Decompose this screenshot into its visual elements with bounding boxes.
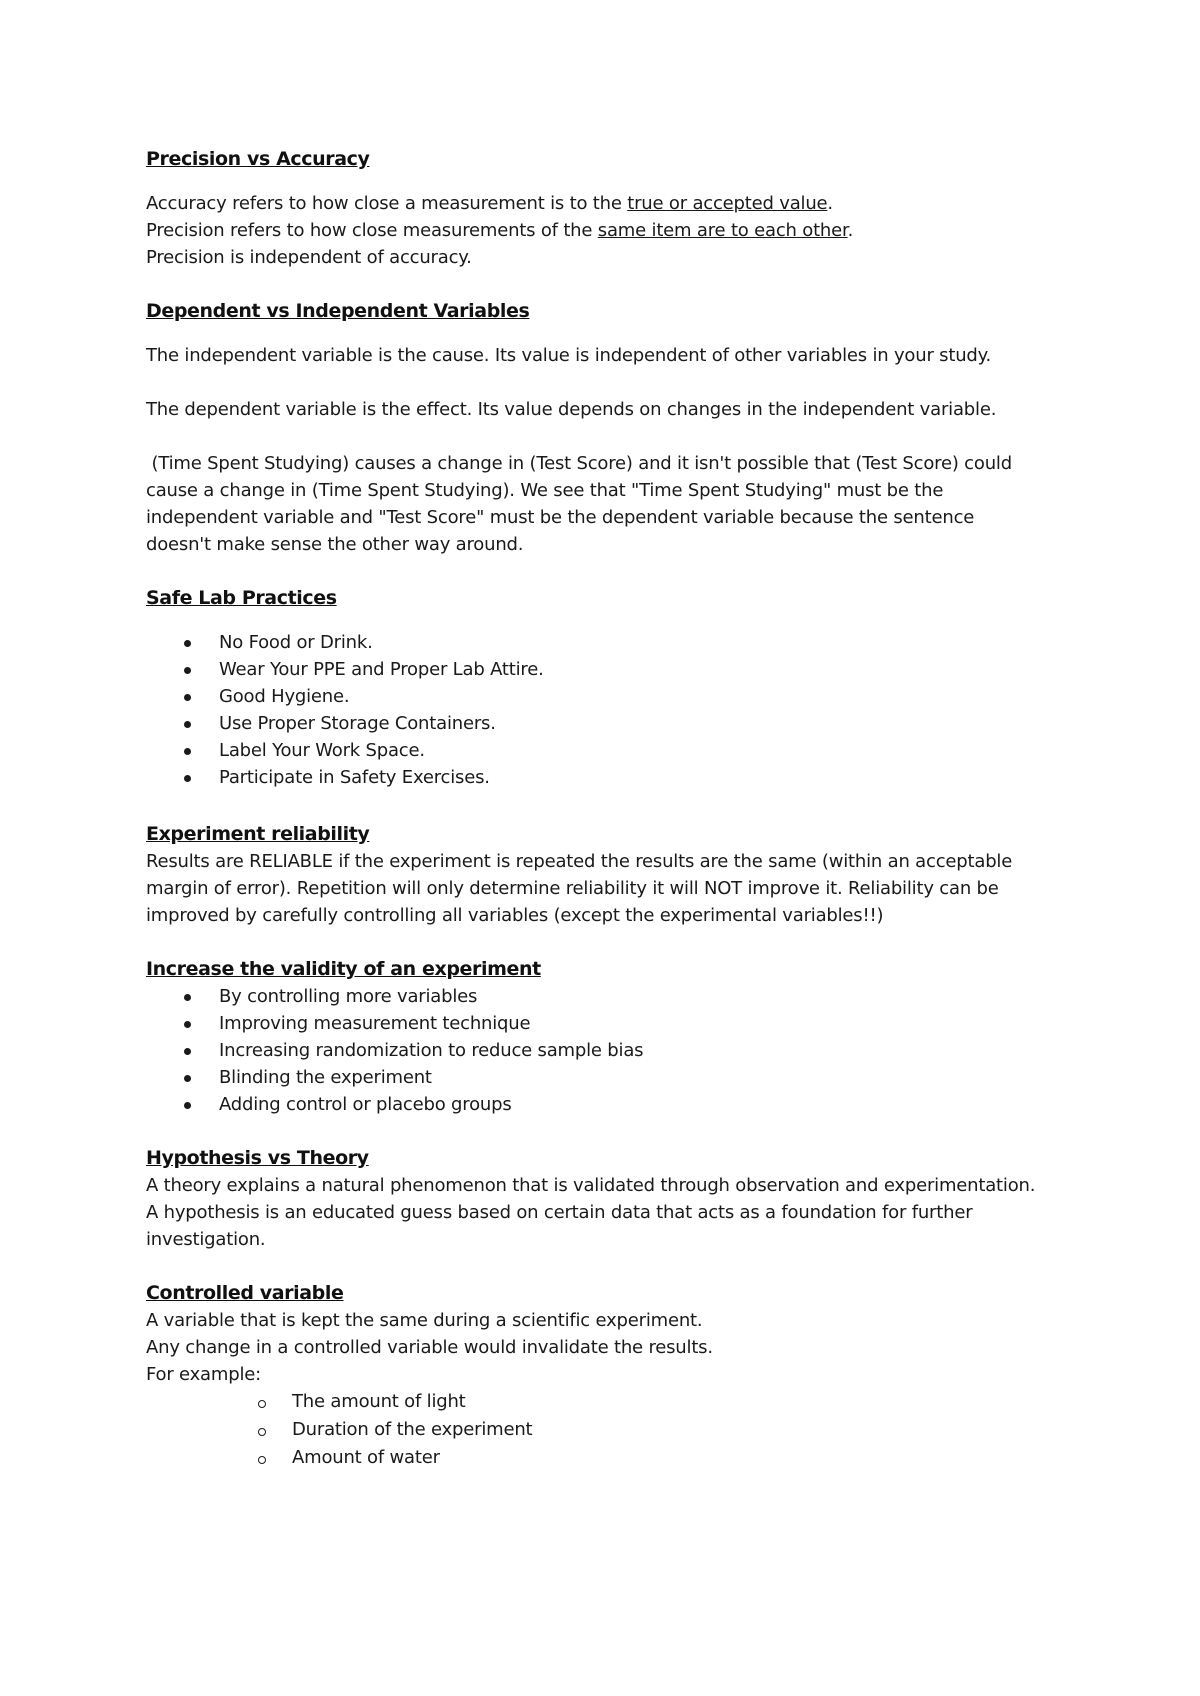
list-item-text: Good Hygiene.: [219, 686, 350, 707]
controlled-line-1: A variable that is kept the same during a scientific experiment.: [146, 1310, 703, 1331]
list-item: [146, 1416, 1076, 1444]
list-item: [146, 1388, 1076, 1416]
circle-bullet-icon: [258, 1400, 266, 1408]
list-item: [146, 1091, 1076, 1118]
list-item-text: Amount of water: [292, 1447, 440, 1468]
underlined-text: true or accepted value: [627, 193, 828, 214]
bullet-icon: [184, 1021, 191, 1028]
list-item: [146, 1010, 1076, 1037]
list-item-text: By controlling more variables: [219, 986, 478, 1007]
precision-line-2: [146, 217, 1076, 244]
list-item: [146, 656, 1076, 683]
bullet-icon: [184, 640, 191, 647]
underlined-text: same item are to each other: [597, 220, 848, 241]
text-run: Accuracy refers to how close a measurement is to the: [146, 193, 628, 214]
bullet-icon: [184, 1048, 191, 1055]
list-item: [146, 683, 1076, 710]
bullet-icon: [184, 721, 191, 728]
list-item-text: Improving measurement technique: [219, 1013, 531, 1034]
list-item: [146, 737, 1076, 764]
list-item-text: Duration of the experiment: [292, 1419, 533, 1440]
text-run: Precision refers to how close measurements of the: [146, 220, 598, 241]
controlled-examples-list: [146, 1388, 1076, 1472]
bullet-icon: [184, 667, 191, 674]
variables-paragraph-3-line-4: doesn't make sense the other way around.: [146, 534, 524, 555]
heading-precision-accuracy: Precision vs Accuracy: [146, 148, 370, 170]
list-item-text: No Food or Drink.: [219, 632, 373, 653]
list-item: [146, 1064, 1076, 1091]
list-item-text: Use Proper Storage Containers.: [219, 713, 496, 734]
bullet-icon: [184, 994, 191, 1001]
list-item: [146, 983, 1076, 1010]
bullet-icon: [184, 775, 191, 782]
variables-paragraph-3-line-2: cause a change in (Time Spent Studying). We see that "Time Spent Studying" must be the: [146, 480, 944, 501]
heading-hypothesis-theory: Hypothesis vs Theory: [146, 1147, 369, 1169]
list-item: [146, 1444, 1076, 1472]
text-run: .: [847, 220, 854, 241]
hypothesis-line-1: A theory explains a natural phenomenon that is validated through observation and experimentation.: [146, 1175, 1036, 1196]
controlled-line-2: Any change in a controlled variable would invalidate the results.: [146, 1337, 713, 1358]
heading-experiment-reliability: Experiment reliability: [146, 823, 370, 845]
list-item: [146, 1037, 1076, 1064]
controlled-line-3: For example:: [146, 1364, 261, 1385]
precision-line-1: [146, 190, 1076, 217]
variables-paragraph-2: The dependent variable is the effect. Its value depends on changes in the independent variable.: [146, 399, 997, 420]
list-item: [146, 629, 1076, 656]
list-item-text: Wear Your PPE and Proper Lab Attire.: [219, 659, 544, 680]
circle-bullet-icon: [258, 1456, 266, 1464]
document-page: [146, 146, 1076, 1472]
text-run: .: [827, 193, 833, 214]
circle-bullet-icon: [258, 1428, 266, 1436]
list-item-text: Participate in Safety Exercises.: [219, 767, 490, 788]
reliability-line-1: Results are RELIABLE if the experiment is repeated the results are the same (within an acceptable: [146, 851, 1013, 872]
hypothesis-line-2: A hypothesis is an educated guess based on certain data that acts as a foundation for further: [146, 1202, 973, 1223]
variables-paragraph-3-line-3: independent variable and "Test Score" must be the dependent variable because the sentence: [146, 507, 975, 528]
validity-list: [146, 983, 1076, 1118]
list-item-text: Blinding the experiment: [219, 1067, 432, 1088]
precision-line-3: Precision is independent of accuracy.: [146, 247, 472, 268]
list-item: [146, 764, 1076, 791]
variables-paragraph-3-line-1: (Time Spent Studying) causes a change in (Test Score) and it isn't possible that (Test Score) could: [146, 453, 1012, 474]
heading-validity: Increase the validity of an experiment: [146, 958, 541, 980]
list-item-text: Increasing randomization to reduce sample bias: [219, 1040, 644, 1061]
bullet-icon: [184, 694, 191, 701]
list-item-text: Label Your Work Space.: [219, 740, 425, 761]
list-item: [146, 710, 1076, 737]
list-item-text: The amount of light: [292, 1391, 466, 1412]
bullet-icon: [184, 1102, 191, 1109]
bullet-icon: [184, 1075, 191, 1082]
bullet-icon: [184, 748, 191, 755]
hypothesis-line-3: investigation.: [146, 1229, 266, 1250]
safety-list: [146, 629, 1076, 791]
heading-safe-lab-practices: Safe Lab Practices: [146, 587, 337, 609]
heading-variables: Dependent vs Independent Variables: [146, 300, 530, 322]
variables-paragraph-1: The independent variable is the cause. Its value is independent of other variables in your study.: [146, 345, 992, 366]
reliability-line-3: improved by carefully controlling all variables (except the experimental variables!!): [146, 905, 884, 926]
heading-controlled-variable: Controlled variable: [146, 1282, 344, 1304]
list-item-text: Adding control or placebo groups: [219, 1094, 512, 1115]
reliability-line-2: margin of error). Repetition will only determine reliability it will NOT improve it. Reliability can be: [146, 878, 999, 899]
